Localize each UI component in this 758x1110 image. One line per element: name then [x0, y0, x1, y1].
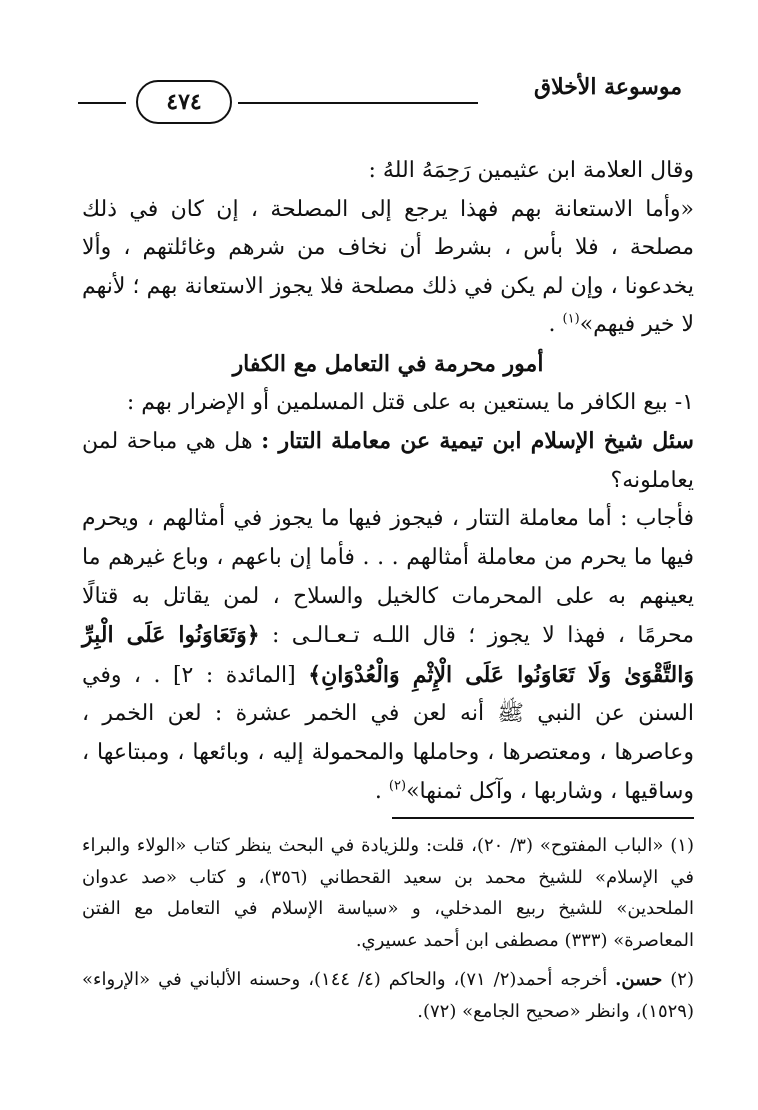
footnote-2	[82, 964, 694, 1027]
page-header	[78, 72, 682, 115]
footnote-gap	[82, 956, 694, 964]
header-rule-right	[238, 102, 478, 104]
list-item-1: ١- بيع الكافر ما يستعين به على قتل المسلمين أو الإضرار بهم :	[126, 389, 694, 415]
answer-text-a: فأجاب : أما معاملة التتار ، فيجوز فيها ما يجوز في أمثالهم ، ويحرم فيها ما يحرم من معاملة أمثالهم . . . فأما إن باعهم ، وباع غيرهم ما يعينهم به على المحرمات كالخيل والسلاح ، لمن يقاتل به قتالًا محرمًا ، فهذا لا يجوز ؛ قال اللـه تـعـالـى :	[82, 506, 694, 649]
answer-end: .	[374, 778, 389, 804]
footnote-2-grade: حسن.	[615, 969, 663, 990]
quote-paragraph	[82, 191, 694, 345]
question-text: هل هي مباحة لمن يعاملونه؟	[82, 429, 694, 493]
page-number-badge	[136, 80, 232, 124]
answer-paragraph	[82, 500, 694, 811]
quran-verse: ﴿وَتَعَاوَنُوا عَلَى الْبِرِّ وَالتَّقْوَىٰ وَلَا تَعَاوَنُوا عَلَى الْإِثْمِ وَالْعُدْوَانِ﴾	[82, 622, 694, 688]
answer-text-b: [المائدة : ٢] . ، وفي السنن عن النبي ﷺ أنه لعن في الخمر عشرة : لعن الخمر ، وعاصرها ، ومعتصرها ، وحاملها والمحمولة إليه ، وبائعها ، ومبتاعها ، وساقيها ، وشاربها ، وآكل ثمنها»	[82, 662, 694, 804]
header-rule-left	[78, 102, 126, 104]
footnote-ref-1: (١)	[562, 312, 580, 328]
page-number: ٤٧٤	[166, 89, 202, 115]
intro-line: وقال العلامة ابن عثيمين رَحِمَهُ اللهُ :	[368, 158, 694, 183]
footnotes	[82, 830, 694, 1027]
footnote-1: (١) «الباب المفتوح» (٣/ ٢٠)، قلت: وللزيادة في البحث ينظر كتاب «الولاء والبراء في الإسلام» للشيخ محمد بن سعيد القحطاني (٣٥٦)، و كتاب «صد عدوان الملحدين» للشيخ ربيع المدخلي، و «سياسة الإسلام في التعامل مع الفتن المعاصرة» (٣٣٣) مصطفى ابن أحمد عسيري.	[82, 835, 695, 951]
main-text	[82, 152, 694, 811]
footnote-ref-2: (٢)	[388, 778, 407, 794]
footnote-2-number: (٢)	[662, 969, 694, 990]
quote-end: .	[548, 312, 563, 338]
quote-text: «وأما الاستعانة بهم فهذا يرجع إلى المصلحة ، إن كان في ذلك مصلحة ، فلا بأس ، بشرط أن نخاف من شرهم وغائلتهم ، وألا يخدعونا ، وإن لم يكن في ذلك مصلحة فلا يجوز الاستعانة بهم ؛ لأنهم لا خير فيهم»	[82, 196, 694, 338]
question-lead: سئل شيخ الإسلام ابن تيمية عن معاملة التتار :	[261, 428, 694, 455]
running-title: موسوعة الأخلاق	[534, 74, 682, 100]
question-paragraph	[82, 422, 694, 500]
footnote-divider	[392, 817, 694, 819]
footnote-2-text: أخرجه أحمد(٢/ ٧١)، والحاكم (٤/ ١٤٤)، وحسنه الألباني في «الإرواء» (١٥٢٩)، وانظر «صحيح الجامع» (٧٢).	[82, 969, 694, 1022]
section-heading: أمور محرمة في التعامل مع الكفار	[232, 350, 544, 377]
